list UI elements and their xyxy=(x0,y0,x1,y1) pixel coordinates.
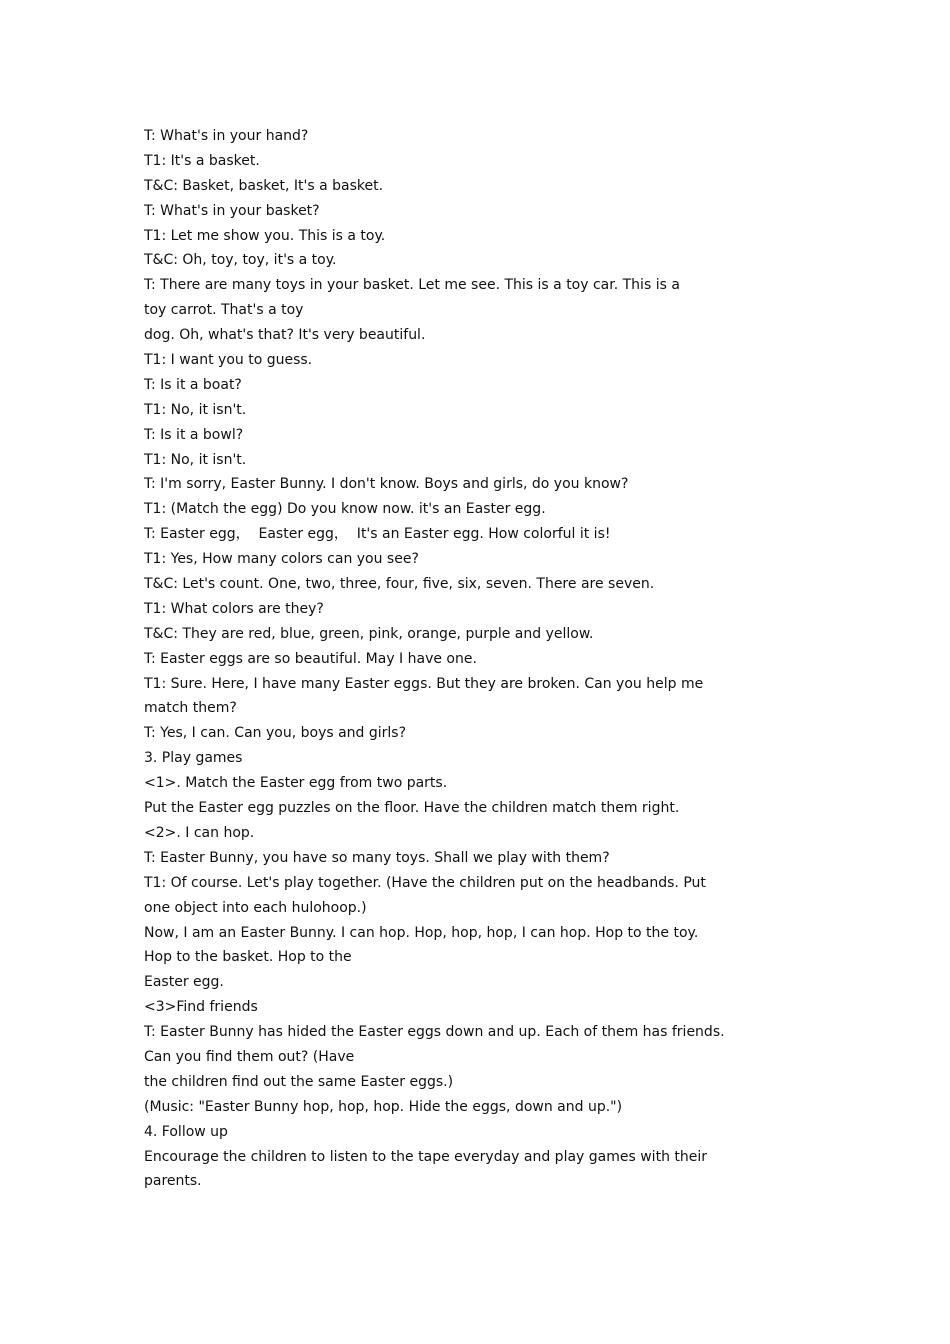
text-line: T: There are many toys in your basket. Let me see. This is a toy car. This is a xyxy=(144,277,680,294)
text-line: T: Easter egg， Easter egg， It's an Easter egg. How colorful it is! xyxy=(144,526,611,543)
text-line: T1: (Match the egg) Do you know now. it's an Easter egg. xyxy=(144,501,546,518)
text-line: Easter egg. xyxy=(144,974,224,991)
text-line: T: Is it a bowl? xyxy=(144,426,244,443)
text-line: T: Easter Bunny, you have so many toys. Shall we play with them? xyxy=(144,849,610,866)
text-line: Encourage the children to listen to the tape everyday and play games with their xyxy=(144,1148,708,1165)
text-line: (Music: "Easter Bunny hop, hop, hop. Hide the eggs, down and up.") xyxy=(144,1098,623,1115)
text-line: Can you find them out? (Have xyxy=(144,1048,355,1065)
text-line: the children find out the same Easter eggs.) xyxy=(144,1073,454,1090)
text-line: T1: I want you to guess. xyxy=(144,352,313,369)
text-line: match them? xyxy=(144,700,237,717)
text-line: T: Is it a boat? xyxy=(144,376,242,393)
text-line: T&C: Oh, toy, toy, it's a toy. xyxy=(144,252,337,269)
text-line: T&C: Let's count. One, two, three, four, five, six, seven. There are seven. xyxy=(144,576,655,593)
text-line: 4. Follow up xyxy=(144,1123,228,1140)
text-line: <2>. I can hop. xyxy=(144,824,255,841)
text-line: T1: Yes, How many colors can you see? xyxy=(144,551,419,568)
text-line: T: I'm sorry, Easter Bunny. I don't know. Boys and girls, do you know? xyxy=(144,476,629,493)
text-line: T: Easter Bunny has hided the Easter eggs down and up. Each of them has friends. xyxy=(144,1024,725,1041)
text-line: T: Yes, I can. Can you, boys and girls? xyxy=(144,725,407,742)
text-line: T1: Let me show you. This is a toy. xyxy=(144,227,386,244)
text-line: T1: What colors are they? xyxy=(144,600,324,617)
text-line: dog. Oh, what's that? It's very beautiful. xyxy=(144,327,426,344)
text-line: toy carrot. That's a toy xyxy=(144,302,304,319)
text-line: T1: Sure. Here, I have many Easter eggs. But they are broken. Can you help me xyxy=(144,675,704,692)
text-line: parents. xyxy=(144,1173,202,1190)
text-line: T1: It's a basket. xyxy=(144,152,260,169)
text-line: T1: Of course. Let's play together. (Have the children put on the headbands. Put xyxy=(144,874,706,891)
text-line: T: Easter eggs are so beautiful. May I have one. xyxy=(144,650,477,667)
text-line: Put the Easter egg puzzles on the floor. Have the children match them right. xyxy=(144,800,680,817)
text-line: T&C: Basket, basket, It's a basket. xyxy=(144,177,384,194)
text-line: T1: No, it isn't. xyxy=(144,401,247,418)
text-line: 3. Play games xyxy=(144,750,243,767)
text-line: <1>. Match the Easter egg from two parts. xyxy=(144,775,448,792)
text-line: <3>Find friends xyxy=(144,999,258,1016)
text-line: T: What's in your basket? xyxy=(144,202,320,219)
text-line: Hop to the basket. Hop to the xyxy=(144,949,352,966)
text-line: Now, I am an Easter Bunny. I can hop. Hop, hop, hop, I can hop. Hop to the toy. xyxy=(144,924,699,941)
text-line: T1: No, it isn't. xyxy=(144,451,247,468)
document-body xyxy=(144,124,764,1194)
text-line: one object into each hulohoop.) xyxy=(144,899,367,916)
text-line: T&C: They are red, blue, green, pink, orange, purple and yellow. xyxy=(144,625,594,642)
text-line: T: What's in your hand? xyxy=(144,128,309,144)
